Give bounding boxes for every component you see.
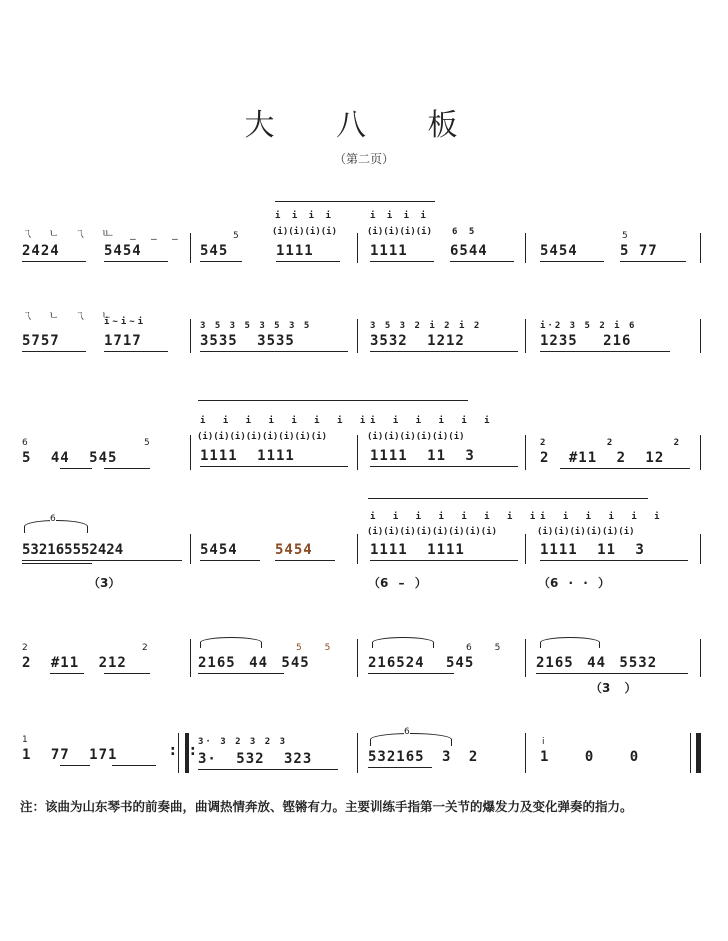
barline (190, 319, 191, 353)
triplet-slur (370, 733, 452, 746)
beat-underline (200, 466, 348, 467)
score-line-6 (0, 715, 728, 795)
measure-notes: 5454 (275, 542, 313, 558)
barline (357, 435, 358, 470)
measure-notes: 3532 1212 (370, 333, 465, 349)
beat-underline (60, 765, 90, 766)
barline (190, 639, 191, 677)
phrase-slur (372, 637, 434, 648)
beat-underline (112, 765, 156, 766)
upper-note: 2 (142, 643, 148, 653)
barline (700, 233, 701, 263)
beat-underline (368, 673, 454, 674)
fingering-notes: (i)(i)(i)(i) (272, 227, 338, 237)
barline (357, 534, 358, 564)
measure-notes: 1111 (276, 243, 314, 259)
measure-notes: 2165 44 5532 (536, 655, 658, 671)
upper-notes: i i i i (370, 211, 429, 221)
beat-underline (536, 673, 688, 674)
measure-notes: 1111 11 3 (540, 542, 645, 558)
beat-underline (200, 261, 242, 262)
upper-notes: 3 5 3 5 3 5 3 5 (200, 321, 312, 331)
beat-underline (450, 261, 514, 262)
upper-notes: 6 5 (452, 227, 478, 237)
barline (357, 733, 358, 773)
phrase-slur (540, 637, 600, 648)
measure-notes: 5454 (104, 243, 142, 259)
beat-underline (370, 466, 518, 467)
end-barline-thick (696, 733, 701, 773)
bass-parenthetical: （3 ） (590, 681, 637, 695)
score-line-5 (0, 615, 728, 695)
beat-underline (50, 673, 84, 674)
measure-notes: 2424 (22, 243, 60, 259)
beat-underline (22, 351, 86, 352)
beat-underline (104, 673, 150, 674)
barline (190, 233, 191, 263)
measure-notes: 1111 11 3 (370, 448, 475, 464)
measure-notes: 532165 3 2 (368, 749, 479, 765)
barline (525, 733, 526, 773)
measure-notes: 5757 (22, 333, 60, 349)
upper-note: 5 5 (296, 643, 341, 653)
beat-underline (560, 468, 690, 469)
beat-underline (540, 261, 604, 262)
upper-notes: i i i i (275, 211, 334, 221)
measure-notes: 2 #11 212 (22, 655, 127, 671)
measure-notes: 5 44 545 (22, 450, 118, 466)
barline (357, 233, 358, 263)
measure-notes: 1717 (104, 333, 142, 349)
beat-underline (60, 468, 92, 469)
measure-notes: 1 77 171 (22, 747, 118, 763)
score-line-2 (0, 295, 728, 365)
beat-underline (104, 261, 168, 262)
score-line-4 (0, 490, 728, 590)
measure-notes: 216524 545 (368, 655, 475, 671)
measure-notes: 2 #11 2 12 (540, 450, 665, 466)
fingering-notes: (i)(i)(i)(i)(i)(i) (537, 527, 635, 537)
upper-note: 6 (22, 438, 28, 448)
tremolo-line (198, 400, 468, 410)
beat-underline (200, 560, 260, 561)
barline (525, 233, 526, 263)
page-label: （第二页） (333, 152, 394, 166)
upper-note: 2 (22, 643, 28, 653)
page-title: 大 八 板 (244, 108, 484, 143)
upper-note: i (542, 737, 545, 747)
repeat-sign-dots: : (190, 743, 196, 759)
upper-notes: i i i i i i i i (200, 416, 372, 426)
barline (357, 639, 358, 677)
triplet-mark: 6 (50, 514, 56, 524)
measure-notes: 532165552424 (22, 542, 124, 558)
upper-notes: i i i i i i (370, 416, 496, 426)
measure-notes: 3535 3535 (200, 333, 295, 349)
upper-notes: 2 2 2 (540, 438, 708, 448)
upper-note: 1 (22, 735, 28, 745)
phrase-slur (200, 637, 262, 648)
beat-underline (370, 261, 434, 262)
beat-underline (200, 351, 348, 352)
upper-notes: i i i i i i (540, 512, 666, 522)
upper-note: 5 (233, 231, 239, 241)
beat-underline (540, 351, 670, 352)
score-line-3 (0, 390, 728, 470)
upper-notes: 3 5 3 2 i 2 i 2 (370, 321, 482, 331)
beat-underline (540, 560, 688, 561)
barline (525, 639, 526, 677)
measure-notes: 5454 (540, 243, 578, 259)
barline (700, 435, 701, 470)
beat-underline (368, 767, 432, 768)
beat-underline (22, 261, 86, 262)
barline (700, 639, 701, 677)
beat-underline (22, 563, 92, 564)
upper-notes: 3· 3 2 3 2 3 (198, 737, 288, 747)
barline (700, 319, 701, 353)
beat-underline (276, 261, 340, 262)
measure-notes: 3· 532 323 (198, 751, 313, 767)
barline (700, 534, 701, 564)
upper-note: 6 5 (466, 643, 511, 653)
barline (525, 319, 526, 353)
beat-underline (370, 351, 518, 352)
bass-parenthetical: （6 · · ） (538, 576, 611, 590)
fingering-marks: ㄟ ㄴ ㄟ ㄴ (22, 309, 118, 322)
beat-underline (620, 261, 686, 262)
barline (525, 534, 526, 564)
repeat-sign-dots: : (170, 743, 176, 759)
beat-underline (22, 560, 182, 561)
triplet-mark: 6 (404, 727, 410, 737)
fingering-notes: (i)(i)(i)(i)(i)(i)(i)(i) (197, 432, 328, 442)
barline (190, 435, 191, 470)
measure-notes: 1235 216 (540, 333, 632, 349)
measure-notes: 5454 (200, 542, 238, 558)
triplet-slur (24, 520, 88, 533)
annotation-note: 注：该曲为山东琴书的前奏曲，曲调热情奔放、铿锵有力。主要训练手指第一关节的爆发力及变化弹奏的指力。 (20, 799, 633, 814)
tremolo-line (368, 498, 648, 508)
beat-underline (198, 673, 284, 674)
tremolo-line (275, 201, 435, 211)
measure-notes: 1 0 0 (540, 749, 640, 765)
barline (525, 435, 526, 470)
beat-underline (370, 560, 518, 561)
beat-underline (104, 351, 168, 352)
upper-notes: i i i i i i i i (370, 512, 542, 522)
measure-notes: 1111 (370, 243, 408, 259)
bass-parenthetical: （3） (88, 576, 121, 590)
measure-notes: 1111 1111 (200, 448, 295, 464)
fingering-marks: ㄴ _ _ _ (104, 227, 184, 240)
end-barline-thin (690, 733, 691, 773)
fingering-notes: (i)(i)(i)(i)(i)(i)(i)(i) (367, 527, 498, 537)
upper-notes: i~i~i (104, 317, 147, 327)
measure-notes: 545 (200, 243, 229, 259)
fingering-notes: (i)(i)(i)(i)(i)(i) (367, 432, 465, 442)
barline (357, 319, 358, 353)
upper-note: 5 (622, 231, 628, 241)
beat-underline (198, 769, 338, 770)
barline (190, 534, 191, 564)
measure-notes: 6544 (450, 243, 488, 259)
fingering-marks: ㄟ ㄴ ㄟ ㄴ (22, 227, 118, 240)
score-line-1 (0, 195, 728, 270)
upper-note: 5 (144, 438, 150, 448)
repeat-barline (178, 733, 189, 773)
upper-notes: i·2 3 5 2 i 6 (540, 321, 637, 331)
measure-notes: 1111 1111 (370, 542, 465, 558)
beat-underline (104, 468, 150, 469)
measure-notes: 2165 44 545 (198, 655, 310, 671)
bass-parenthetical: （6 – ） (368, 576, 427, 590)
beat-underline (275, 560, 335, 561)
measure-notes: 5 77 (620, 243, 658, 259)
fingering-notes: (i)(i)(i)(i) (367, 227, 433, 237)
